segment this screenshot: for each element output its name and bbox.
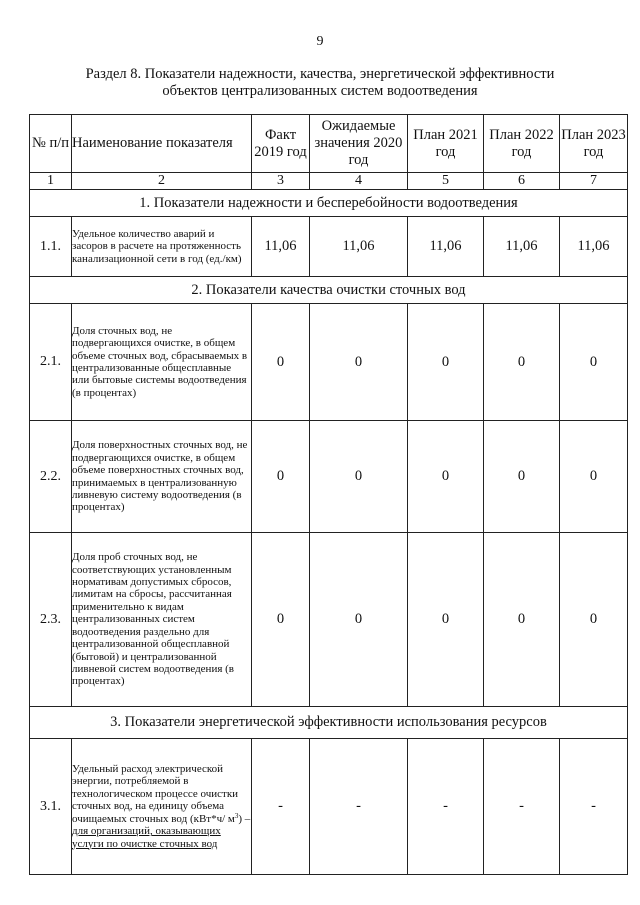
indicators-table [29, 114, 628, 875]
column-number: 4 [310, 173, 408, 190]
group-title-energy-efficiency: 3. Показатели энергетической эффективности использования ресурсов [30, 707, 628, 739]
value-plan-2022: 0 [484, 421, 560, 533]
value-expected-2020: 11,06 [310, 217, 408, 277]
header-expected-2020: Ожидаемые значения 2020 год [310, 115, 408, 173]
value-plan-2023: 0 [560, 421, 628, 533]
value-expected-2020: 0 [310, 421, 408, 533]
header-plan-2023: План 2023 год [560, 115, 628, 173]
value-plan-2021: - [408, 739, 484, 875]
column-number: 3 [252, 173, 310, 190]
desc-after-text: ) – [238, 812, 251, 825]
section-title-line-1: Раздел 8. Показатели надежности, качества, энергетической эффективности [85, 66, 555, 82]
section-title [40, 66, 600, 100]
group-header-row [30, 707, 628, 739]
row-description: Доля проб сточных вод, не соответствующих установленным нормативам допустимых сбросов, лимитам на сбросы, рассчитанная применительно к видам централизованных систем водоотведения раздельно для централизованной общесплавной (бытовой) и централизованной ливневой систем водоотведения (в процентах) [72, 533, 252, 707]
value-expected-2020: - [310, 739, 408, 875]
group-header-row [30, 190, 628, 217]
value-fact-2019: 11,06 [252, 217, 310, 277]
value-plan-2023: 11,06 [560, 217, 628, 277]
row-code: 2.3. [30, 533, 72, 707]
row-description: Доля поверхностных сточных вод, не подвергающихся очистке, в общем объеме поверхностных сточных вод, принимаемых в централизованную ливневую систему водоотведения (в процентах) [72, 421, 252, 533]
page-number: 9 [316, 34, 324, 49]
value-expected-2020: 0 [310, 304, 408, 421]
value-fact-2019: 0 [252, 421, 310, 533]
value-plan-2021: 11,06 [408, 217, 484, 277]
value-plan-2021: 0 [408, 533, 484, 707]
table-row [30, 421, 628, 533]
group-header-row [30, 277, 628, 304]
header-plan-2021: План 2021 год [408, 115, 484, 173]
row-code: 2.2. [30, 421, 72, 533]
value-plan-2023: - [560, 739, 628, 875]
row-code: 3.1. [30, 739, 72, 875]
value-expected-2020: 0 [310, 533, 408, 707]
row-description: Удельное количество аварий и засоров в расчете на протяженность канализационной сети в год (ед./км) [72, 217, 252, 277]
value-fact-2019: - [252, 739, 310, 875]
value-plan-2022: 0 [484, 304, 560, 421]
column-number: 2 [72, 173, 252, 190]
row-description [72, 739, 252, 875]
column-number: 7 [560, 173, 628, 190]
column-number: 5 [408, 173, 484, 190]
value-fact-2019: 0 [252, 533, 310, 707]
column-number: 1 [30, 173, 72, 190]
desc-underlined-text: для организаций, оказывающих услуги по очистке сточных вод [72, 825, 221, 850]
row-code: 2.1. [30, 304, 72, 421]
table-row [30, 739, 628, 875]
value-plan-2023: 0 [560, 304, 628, 421]
group-title-treatment-quality: 2. Показатели качества очистки сточных вод [30, 277, 628, 304]
desc-main-text: Удельный расход электрической энергии, потребляемой в технологическом процессе очистки сточных вод, на единицу объема очищаемых сточных вод (кВт*ч/ м [72, 763, 239, 825]
group-title-reliability: 1. Показатели надежности и бесперебойности водоотведения [30, 190, 628, 217]
table-row [30, 533, 628, 707]
value-plan-2023: 0 [560, 533, 628, 707]
row-code: 1.1. [30, 217, 72, 277]
desc-superscript: 3 [234, 811, 239, 820]
table-row [30, 304, 628, 421]
value-plan-2022: - [484, 739, 560, 875]
header-num: № п/п [30, 115, 72, 173]
value-plan-2021: 0 [408, 421, 484, 533]
header-row [30, 115, 628, 173]
value-plan-2022: 11,06 [484, 217, 560, 277]
header-name: Наименование показателя [72, 115, 252, 173]
value-fact-2019: 0 [252, 304, 310, 421]
header-fact-2019: Факт 2019 год [252, 115, 310, 173]
column-number: 6 [484, 173, 560, 190]
table-row [30, 217, 628, 277]
section-title-line-2: объектов централизованных систем водоотведения [162, 83, 478, 99]
column-number-row [30, 173, 628, 190]
value-plan-2022: 0 [484, 533, 560, 707]
value-plan-2021: 0 [408, 304, 484, 421]
row-description: Доля сточных вод, не подвергающихся очистке, в общем объеме сточных вод, сбрасываемых в централизованные общесплавные или бытовые системы водоотведения (в процентах) [72, 304, 252, 421]
header-plan-2022: План 2022 год [484, 115, 560, 173]
